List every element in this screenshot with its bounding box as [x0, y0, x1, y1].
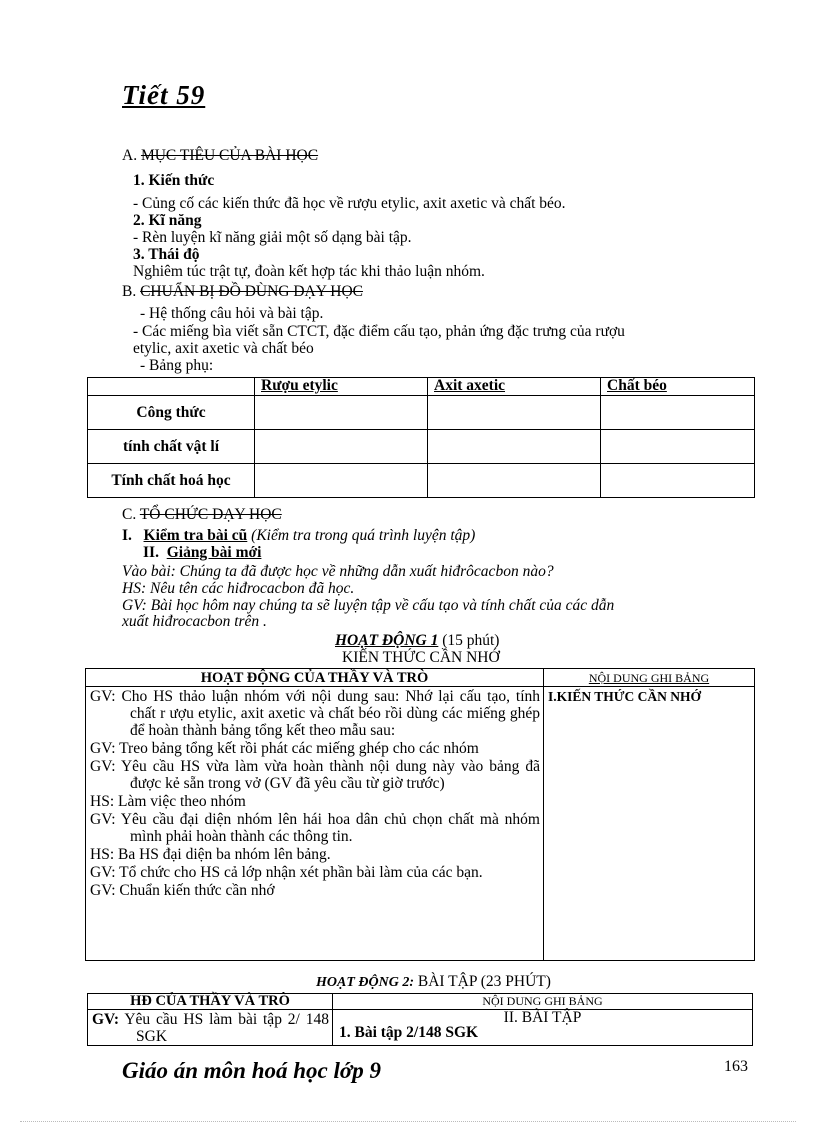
page-bottom-divider: [20, 1121, 796, 1122]
column-header: Chất béo: [601, 378, 755, 396]
activity1-line: GV: Yêu cầu đại diện nhóm lên hái hoa dân chủ chọn chất mà nhóm mình phải hoàn thành các thông tin.: [90, 811, 540, 845]
kinang-title: 2. Kĩ năng: [133, 212, 202, 229]
activity1-col-left: HOẠT ĐỘNG CỦA THẦY VÀ TRÒ: [86, 669, 544, 687]
section-b-line1: - Hệ thống câu hỏi và bài tập.: [140, 305, 324, 322]
activity1-line: GV: Chuẩn kiến thức cần nhớ: [90, 882, 275, 899]
activity1-right-cell: [544, 687, 755, 961]
section-c-item-2: II. Giảng bài mới: [143, 544, 262, 561]
row-header: Công thức: [88, 396, 255, 430]
column-header: Rượu etylic: [255, 378, 428, 396]
table-row: [88, 464, 755, 498]
activity1-line: HS: Làm việc theo nhóm: [90, 793, 246, 810]
gv-line-1: GV: Bài học hôm nay chúng ta sẽ luyện tập về cấu tạo và tính chất của các dẫn: [122, 597, 615, 614]
activity2-left-cell: [88, 1010, 333, 1046]
activity2-right-cell: [333, 1010, 753, 1046]
activity2-right-heading: II. BÀI TẬP: [503, 1009, 582, 1026]
section-b-line3: etylic, axit axetic và chất béo: [133, 340, 314, 357]
activity1-left-cell: [86, 687, 544, 961]
summary-table: [87, 377, 755, 498]
activity1-col-right: NỘI DUNG GHI BẢNG: [544, 669, 755, 687]
activity1-subtitle: KIẾN THỨC CẦN NHỚ: [342, 649, 500, 666]
table-row: [88, 396, 755, 430]
activity1-heading: HOẠT ĐỘNG 1 (15 phút): [335, 632, 500, 649]
activity1-table: [85, 668, 755, 961]
kienthuc-title: 1. Kiến thức: [133, 172, 215, 189]
footer-text: Giáo án môn hoá học lớp 9: [122, 1058, 381, 1083]
section-a-heading: A. MỤC TIÊU CỦA BÀI HỌC: [122, 147, 319, 164]
row-header: Tính chất hoá học: [88, 464, 255, 498]
page-number: 163: [724, 1058, 748, 1075]
activity1-line: HS: Ba HS đại diện ba nhóm lên bảng.: [90, 846, 331, 863]
activity1-line: GV: Cho HS thảo luận nhóm với nội dung sau: Nhớ lại cấu tạo, tính chất r ượu etylic, axit axetic và chất béo rồi dùng các miếng ghép để hoàn thành bảng tổng kết theo mẫu sau:: [90, 688, 540, 739]
activity2-heading: HOẠT ĐỘNG 2: BÀI TẬP (23 PHÚT): [316, 973, 551, 990]
intro-line: Vào bài: Chúng ta đã được học về những dẫn xuất hiđrôcacbon nào?: [122, 563, 554, 580]
lesson-title: Tiết 59: [122, 80, 206, 110]
section-c-heading: C. TỔ CHỨC DẠY HỌC: [122, 506, 282, 523]
activity1-line: GV: Tổ chức cho HS cả lớp nhận xét phần bài làm của các bạn.: [90, 864, 483, 881]
activity2-col-left: HĐ CỦA THẦY VÀ TRÒ: [88, 994, 333, 1010]
activity2-table-body: [88, 1010, 753, 1046]
thaido-title: 3. Thái độ: [133, 246, 200, 263]
column-header: Axit axetic: [428, 378, 601, 396]
summary-table-header: [88, 378, 755, 396]
activity1-table-body: [86, 687, 755, 961]
activity2-right-item: 1. Bài tập 2/148 SGK: [339, 1024, 479, 1041]
section-b-heading: B. CHUẨN BỊ ĐỒ DÙNG DẠY HỌC: [122, 283, 363, 300]
activity1-table-header: [86, 669, 755, 687]
activity1-line: GV: Yêu cầu HS vừa làm vừa hoàn thành nội dung này vào bảng đã được kẻ sẵn trong vở (GV đã yêu cầu từ giờ trước): [90, 758, 540, 792]
activity2-table-header: [88, 994, 753, 1010]
section-b-line4: - Bảng phụ:: [140, 357, 214, 374]
section-b-line2: - Các miếng bìa viết sẵn CTCT, đặc điểm cấu tạo, phản ứng đặc trưng của rượu: [133, 323, 625, 340]
activity2-left-text: GV: Yêu cầu HS làm bài tập 2/ 148 SGK: [92, 1011, 329, 1045]
hs-line: HS: Nêu tên các hiđrocacbon đã học.: [122, 580, 355, 597]
summary-table-corner: [88, 378, 255, 396]
activity2-col-right: NỘI DUNG GHI BẢNG: [333, 994, 753, 1010]
activity1-right-content: I.KIẾN THỨC CẦN NHỚ: [548, 689, 702, 704]
kinang-text: - Rèn luyện kĩ năng giải một số dạng bài tập.: [133, 229, 412, 246]
kienthuc-text: - Củng cố các kiến thức đã học về rượu etylic, axit axetic và chất béo.: [133, 195, 566, 212]
thaido-text: Nghiêm túc trật tự, đoàn kết hợp tác khi thảo luận nhóm.: [133, 263, 485, 280]
section-c-item-1: I. Kiểm tra bài cũ (Kiểm tra trong quá trình luyện tập): [122, 527, 476, 544]
table-row: [88, 430, 755, 464]
gv-line-2: xuất hiđrocacbon trên .: [122, 613, 267, 630]
row-header: tính chất vật lí: [88, 430, 255, 464]
activity1-line: GV: Treo bảng tổng kết rồi phát các miếng ghép cho các nhóm: [90, 740, 479, 757]
activity2-table: [87, 993, 753, 1046]
